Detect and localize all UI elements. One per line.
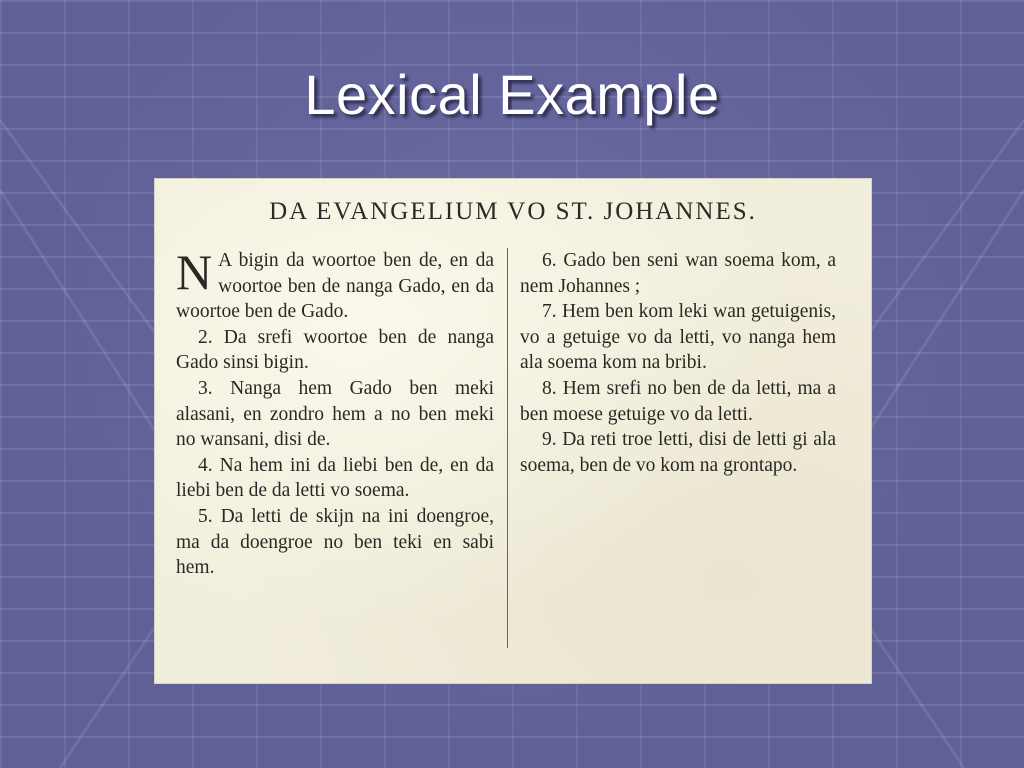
verse-6: 6. Gado ben seni wan soema kom, a nem Johannes ; bbox=[520, 250, 836, 297]
left-column bbox=[176, 244, 494, 581]
verse-5: 5. Da letti de skijn na ini doengroe, ma da doengroe no ben teki en sabi hem. bbox=[176, 505, 494, 579]
verse-9: 9. Da reti troe letti, disi de letti gi ala soema, ben de vo kom na grontapo. bbox=[520, 429, 836, 476]
slide-title: Lexical Example bbox=[304, 63, 720, 126]
verse-1 bbox=[176, 244, 494, 325]
drop-cap: N bbox=[176, 244, 213, 300]
verse-2: 2. Da srefi woortoe ben de nanga Gado sinsi bigin. bbox=[176, 326, 494, 374]
scan-heading: DA EVANGELIUM VO ST. JOHANNES. bbox=[269, 198, 757, 225]
column-divider bbox=[507, 248, 508, 648]
verse-4: 4. Na hem ini da liebi ben de, en da liebi ben de da letti vo soema. bbox=[176, 454, 494, 502]
verse-1-text: A bigin da woortoe ben de, en da woortoe ben de nanga Gado, en da woortoe ben de Gado. bbox=[176, 250, 494, 323]
verse-7: 7. Hem ben kom leki wan getuigenis, vo a getuige vo da letti, vo nanga hem ala soema kom na bribi. bbox=[520, 301, 836, 374]
verse-3: 3. Nanga hem Gado ben meki alasani, en zondro hem a no ben meki no wansani, disi de. bbox=[176, 377, 494, 451]
right-column bbox=[520, 248, 836, 478]
verse-8: 8. Hem srefi no ben de da letti, ma a ben moese getuige vo da letti. bbox=[520, 377, 836, 425]
scanned-text-image bbox=[154, 178, 872, 684]
